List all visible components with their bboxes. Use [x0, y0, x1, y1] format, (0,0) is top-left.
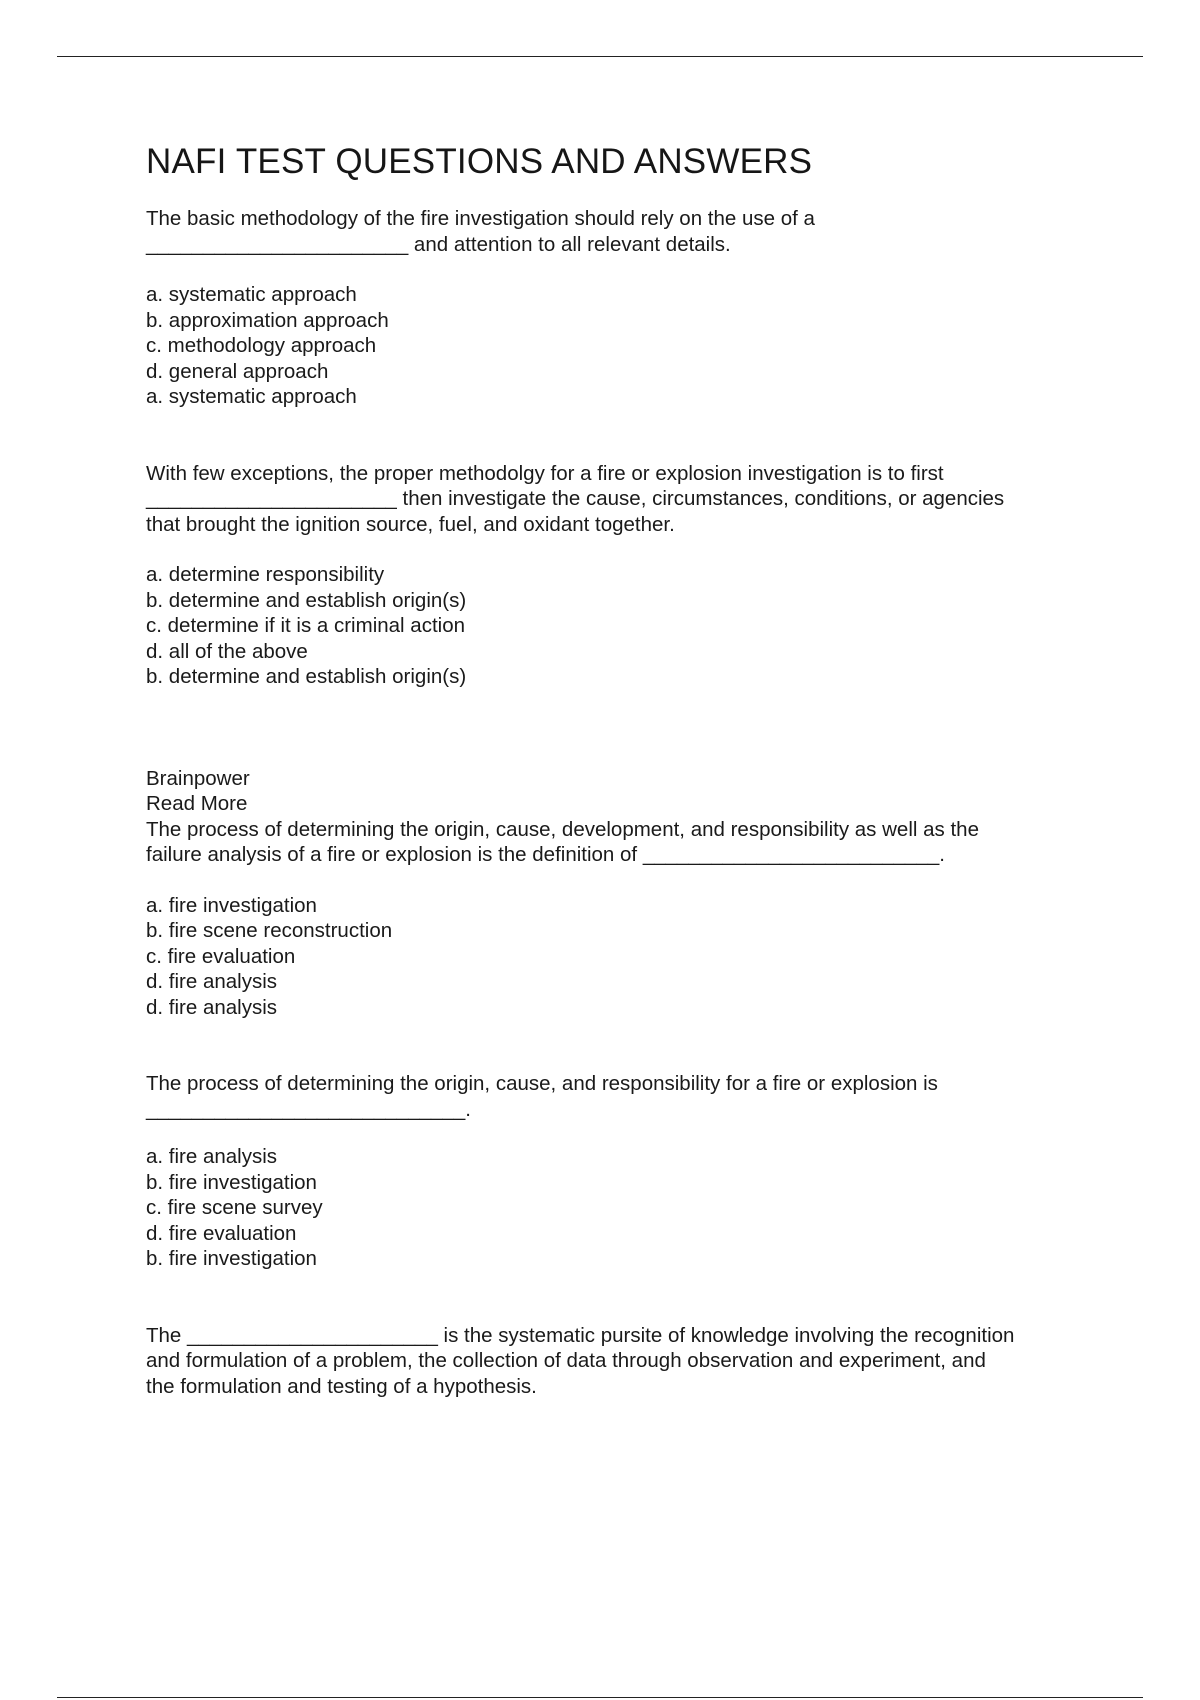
option-item: a. systematic approach	[146, 283, 357, 306]
read-more-link[interactable]: Read More	[146, 792, 248, 815]
option-item: a. fire analysis	[146, 1145, 278, 1168]
answer-text: b. fire investigation	[146, 1247, 317, 1270]
question-block	[146, 1323, 1086, 1400]
question-block	[146, 206, 1086, 410]
question-text: The ______________________ is the systematic pursite of knowledge involving the recognition and formulation of a problem, the collection of data through observation and experiment, and the formulation and testing of a hypothesis.	[146, 1323, 1015, 1398]
top-rule	[57, 56, 1143, 57]
option-item: d. fire evaluation	[146, 1221, 297, 1245]
option-item: b. fire scene reconstruction	[146, 919, 393, 942]
options-list	[146, 1144, 1086, 1246]
option-item: a. determine responsibility	[146, 563, 385, 586]
option-item: d. all of the above	[146, 639, 308, 663]
answer-text: a. systematic approach	[146, 385, 357, 408]
answer-text: d. fire analysis	[146, 995, 278, 1019]
option-item: c. fire evaluation	[146, 944, 296, 968]
option-item: b. approximation approach	[146, 308, 389, 332]
question-block	[146, 1071, 1086, 1272]
options-list	[146, 282, 1086, 384]
options-list	[146, 562, 1086, 664]
bottom-rule	[57, 1697, 1143, 1698]
option-item: d. fire analysis	[146, 970, 278, 993]
option-item: c. fire scene survey	[146, 1196, 323, 1219]
option-item: b. fire investigation	[146, 1170, 317, 1194]
question-block	[146, 766, 1086, 1021]
answer-text: b. determine and establish origin(s)	[146, 665, 467, 688]
options-list	[146, 893, 1086, 995]
question-text: With few exceptions, the proper methodolgy for a fire or explosion investigation is to first ______________________ then investigate the cause, circumstances, conditions, or agencies that brought the ignition source, fuel, and oxidant together.	[146, 461, 1005, 536]
question-text: The basic methodology of the fire investigation should rely on the use of a _______________________ and attention to all relevant details.	[146, 207, 815, 256]
document-body	[146, 142, 1086, 1399]
option-item: a. fire investigation	[146, 893, 317, 917]
option-item: c. methodology approach	[146, 334, 377, 357]
option-item: d. general approach	[146, 359, 329, 383]
question-text: The process of determining the origin, cause, and responsibility for a fire or explosion is ____________________________.	[146, 1072, 938, 1121]
option-item: b. determine and establish origin(s)	[146, 588, 467, 612]
document-title: NAFI TEST QUESTIONS AND ANSWERS	[146, 142, 813, 181]
option-item: c. determine if it is a criminal action	[146, 614, 466, 637]
brainpower-label: Brainpower	[146, 766, 250, 790]
question-block	[146, 461, 1086, 690]
question-text: The process of determining the origin, cause, development, and responsibility as well as the failure analysis of a fire or explosion is the definition of __________________________.	[146, 817, 979, 866]
promo-lines	[146, 766, 1086, 817]
